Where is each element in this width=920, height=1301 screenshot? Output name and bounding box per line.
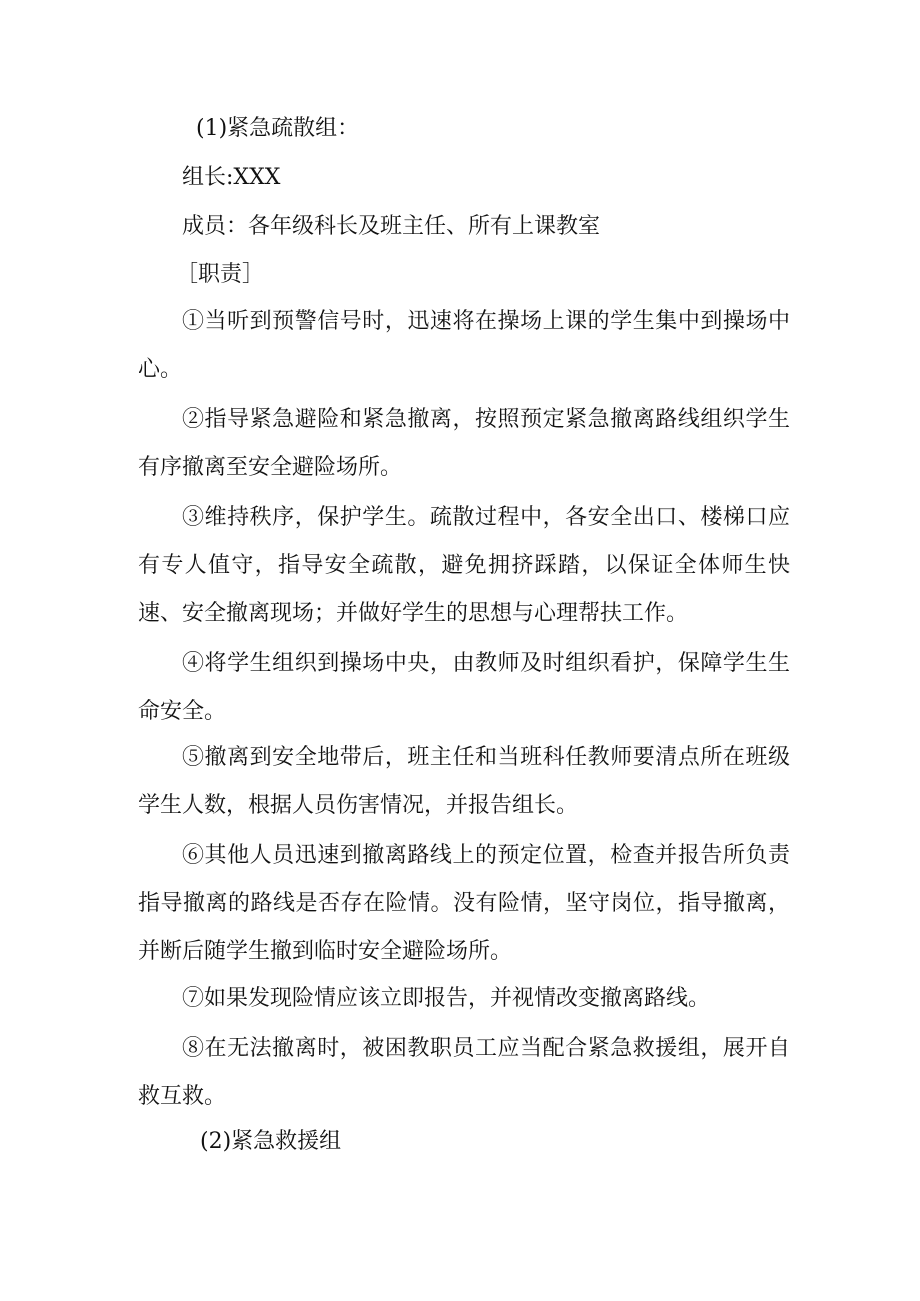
duty-item-4: ④将学生组织到操场中央，由教师及时组织看护，保障学生生命安全。	[138, 651, 790, 724]
duty-item-5: ⑤撤离到安全地带后，班主任和当班科任教师要清点所在班级学生人数，根据人员伤害情况，并报告组长。	[138, 745, 790, 818]
members-line: 成员：各年级科长及班主任、所有上课教室	[182, 214, 601, 239]
duty-item-2: ②指导紧急避险和紧急撤离，按照预定紧急撤离路线组织学生有序撤离至安全避险场所。	[138, 407, 790, 480]
duty-item-3: ③维持秩序，保护学生。疏散过程中，各安全出口、楼梯口应有专人值守，指导安全疏散，避免拥挤踩踏，以保证全体师生快速、安全撤离现场；并做好学生的思想与心理帮扶工作。	[138, 505, 790, 626]
section-1-heading: (1)紧急疏散组：	[196, 116, 360, 141]
leader-line: 组长:XXX	[182, 165, 281, 190]
section-2-heading: (2)紧急救援组	[200, 1129, 342, 1154]
duty-item-6: ⑥其他人员迅速到撤离路线上的预定位置，检查并报告所负责指导撤离的路线是否存在险情。没有险情，坚守岗位，指导撤离，并断后随学生撤到临时安全避险场所。	[138, 843, 790, 964]
duty-item-8: ⑧在无法撤离时，被困教职员工应当配合紧急救援组，展开自救互救。	[138, 1036, 790, 1109]
duty-item-7: ⑦如果发现险情应该立即报告，并视情改变撤离路线。	[182, 986, 711, 1011]
duties-label: ［职责］	[176, 262, 265, 287]
duty-item-1: ①当听到预警信号时，迅速将在操场上课的学生集中到操场中心。	[138, 309, 790, 382]
